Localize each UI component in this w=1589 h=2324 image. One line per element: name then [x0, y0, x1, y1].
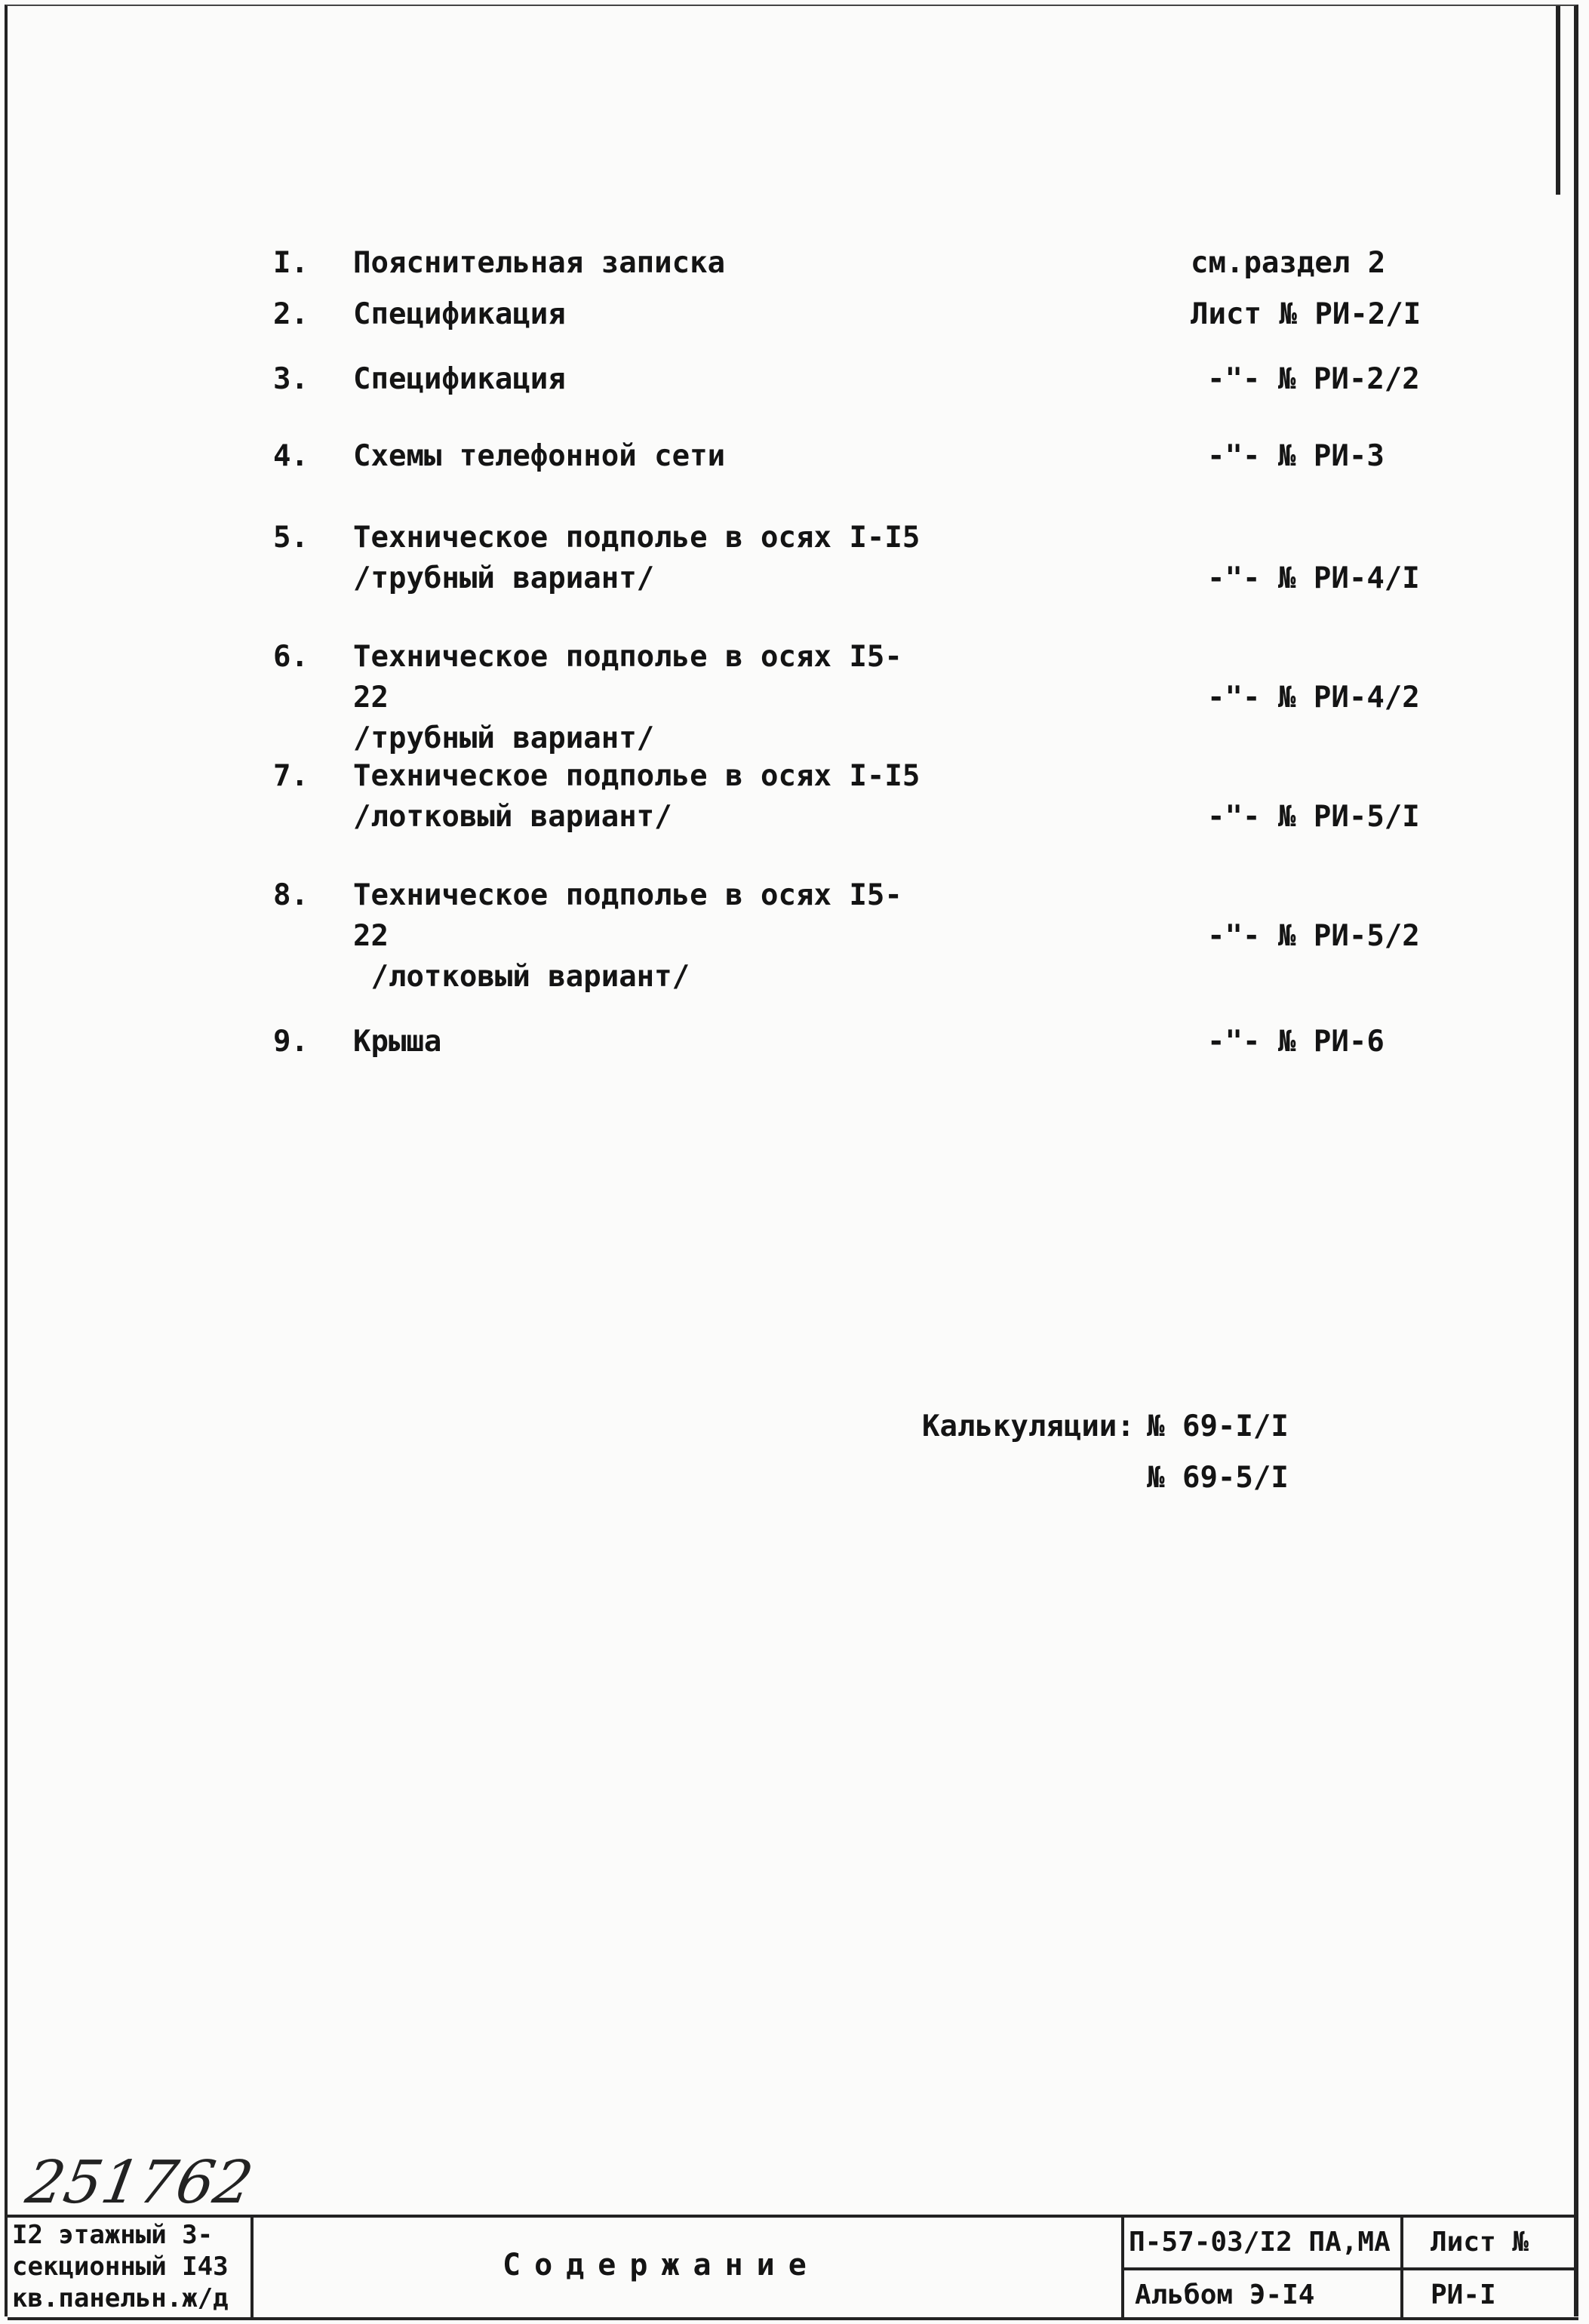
item-number: 7.	[273, 759, 309, 793]
item-reference: -"- № РИ-3	[1207, 439, 1385, 473]
building-line: кв.панельн.ж/д	[12, 2283, 229, 2313]
item-number: 9.	[273, 1025, 309, 1059]
item-number: 6.	[273, 640, 309, 674]
sheet-cell	[1403, 2218, 1574, 2317]
sheet-label: Лист №	[1403, 2218, 1574, 2270]
calculations-label: Калькуляции:	[922, 1409, 1135, 1443]
building-line: I2 этажный 3-	[12, 2220, 214, 2250]
item-title: Спецификация	[353, 362, 566, 396]
item-title	[353, 756, 927, 838]
item-title-line: Техническое подполье в осях I-I5	[353, 521, 921, 555]
project-code: П-57-03/I2 ПА,МА	[1124, 2218, 1400, 2270]
title-block	[8, 2215, 1578, 2320]
calculation-ref: № 69-5/I	[1147, 1461, 1289, 1495]
project-cell	[1124, 2218, 1403, 2317]
item-reference: -"- № РИ-5/I	[1207, 800, 1420, 834]
item-title-line: Техническое подполье в осях I-I5	[353, 759, 921, 793]
item-title-line: /трубный вариант/	[353, 561, 655, 595]
document-title: Содержание	[503, 2248, 820, 2282]
item-title: Крыша	[353, 1025, 442, 1059]
list-item	[0, 756, 1589, 847]
document-title-cell	[254, 2218, 1124, 2317]
list-item	[0, 518, 1589, 608]
item-title: Схемы телефонной сети	[353, 439, 726, 473]
building-line: секционный I43	[12, 2252, 229, 2282]
item-reference: -"- № РИ-4/I	[1207, 561, 1420, 595]
building-description	[8, 2218, 254, 2317]
item-number: 5.	[273, 521, 309, 555]
list-item	[0, 637, 1589, 755]
item-reference: см.раздел 2	[1191, 246, 1386, 280]
album-number: Альбом Э-I4	[1135, 2279, 1315, 2310]
item-title-line: /лотковый вариант/	[353, 800, 672, 834]
item-title	[353, 875, 927, 998]
item-title: Спецификация	[353, 297, 566, 331]
sheet-number: РИ-I	[1431, 2279, 1496, 2310]
item-number: 3.	[273, 362, 309, 396]
item-reference: -"- № РИ-4/2	[1207, 681, 1420, 715]
item-number: I.	[273, 246, 309, 280]
item-title-line: Техническое подполье в осях I5-22	[353, 878, 902, 953]
item-title-line: /лотковый вариант/	[353, 960, 690, 994]
item-title-line: /трубный вариант/	[353, 721, 655, 755]
list-item	[0, 875, 1589, 994]
item-reference: -"- № РИ-5/2	[1207, 919, 1420, 953]
item-number: 2.	[273, 297, 309, 331]
calculation-ref: № 69-I/I	[1147, 1409, 1289, 1443]
drawing-sheet	[5, 5, 1578, 2316]
item-title	[353, 637, 927, 759]
margin-mark	[1556, 6, 1560, 195]
item-number: 8.	[273, 878, 309, 912]
item-title-line: Техническое подполье в осях I5-22	[353, 640, 902, 715]
item-reference: Лист № РИ-2/I	[1191, 297, 1421, 331]
item-number: 4.	[273, 439, 309, 473]
item-title: Пояснительная записка	[353, 246, 726, 280]
item-title	[353, 518, 927, 599]
item-reference: -"- № РИ-2/2	[1207, 362, 1420, 396]
item-reference: -"- № РИ-6	[1207, 1025, 1385, 1059]
handwritten-inventory-number: 251762	[21, 2149, 258, 2217]
